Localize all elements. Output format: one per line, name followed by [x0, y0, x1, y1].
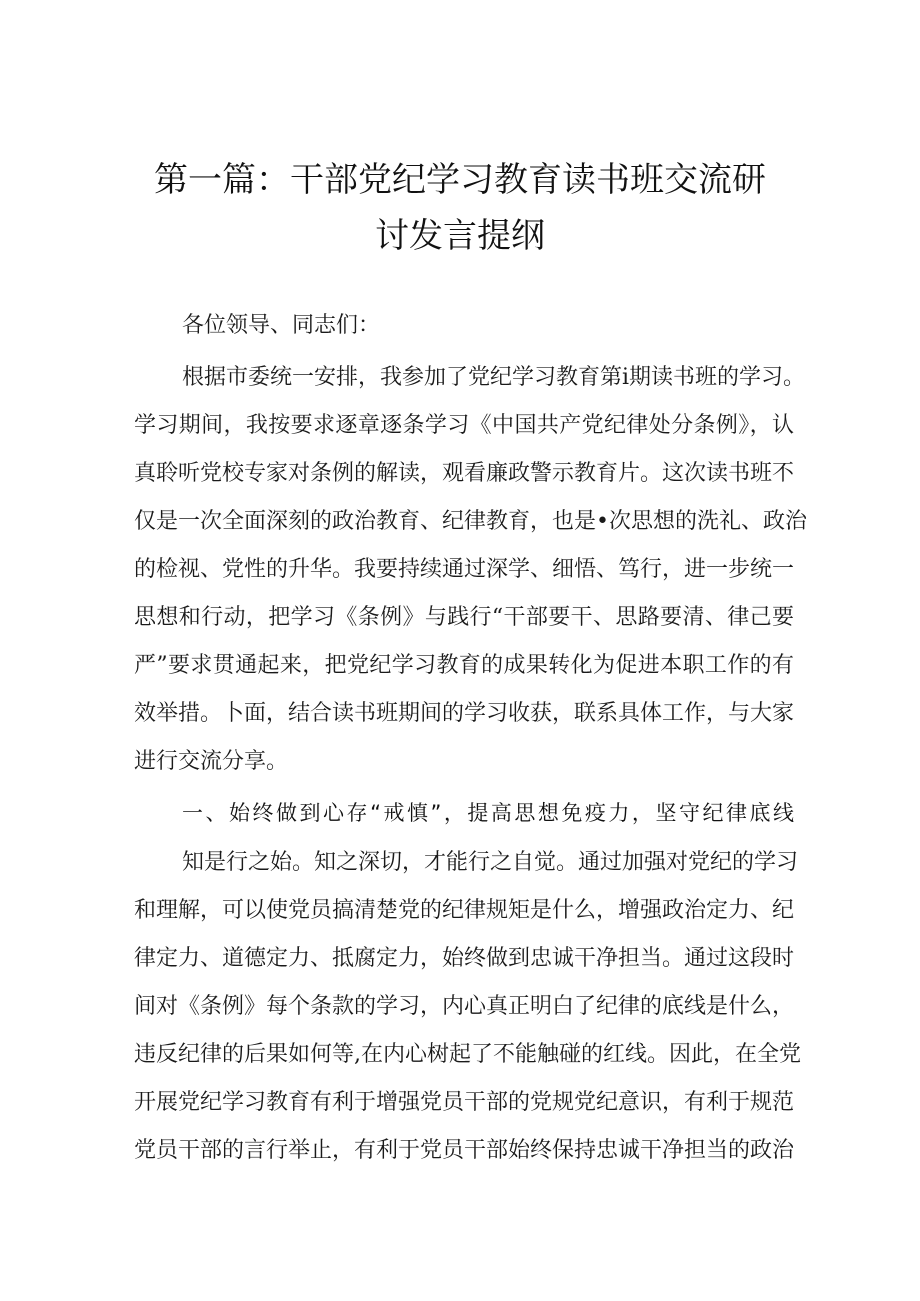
paragraph-1-line: 进行交流分享。	[134, 749, 289, 774]
paragraph-1-line: 真聆听党校专家对条例的解读，观看廉政警示教育片。这次读书班不	[134, 461, 795, 486]
document-title-line-2: 讨发言提纲	[375, 216, 545, 256]
paragraph-2-line: 律定力、道德定力、抵腐定力，始终做到忠诚干净担当。通过这段时	[134, 946, 795, 971]
paragraph-1-line: 学习期间，我按要求逐章逐条学习《中国共产党纪律处分条例》，认	[134, 413, 794, 438]
paragraph-2-line: 知是行之始。知之深切，才能行之自觉。通过加强对党纪的学习	[182, 850, 799, 875]
paragraph-1-line: 效举措。卜面，结合读书班期间的学习收获，联系具体工作，与大家	[134, 701, 795, 726]
paragraph-1-line: 根据市委统一安排，我参加了党纪学习教育第i期读书班的学习。	[182, 365, 806, 390]
paragraph-1-line: 仅是一次全面深刻的政治教育、纪律教育，也是•次思想的洗礼、政治	[134, 509, 807, 534]
paragraph-1-line: 严”要求贯通起来，把党纪学习教育的成果转化为促进本职工作的有	[134, 653, 794, 678]
paragraph-2-line: 开展党纪学习教育有利于增强党员干部的党规党纪意识，有利于规范	[134, 1090, 795, 1115]
paragraph-2-line: 和理解，可以使党员搞清楚党的纪律规矩是什么，增强政治定力、纪	[134, 898, 795, 923]
section-1-heading: 一、始终做到心存“戒慎”，提高思想免疫力，坚守纪律底线	[182, 801, 794, 825]
paragraph-2-line: 党员干部的言行举止，有利于党员干部始终保持忠诚干净担当的政治	[134, 1138, 795, 1163]
paragraph-1-line: 的检视、党性的升华。我要持续通过深学、细悟、笃行，进一步统一	[134, 557, 795, 582]
paragraph-1-line: 思想和行动，把学习《条例》与践行“干部要干、思路要清、律己要	[134, 605, 794, 630]
paragraph-2-line: 违反纪律的后果如何等,在内心树起了不能触碰的红线。因此，在全党	[134, 1042, 801, 1067]
document-title-line-1: 第一篇：干部党纪学习教育读书班交流研	[154, 160, 766, 200]
salutation: 各位领导、同志们：	[182, 313, 381, 338]
paragraph-2-line: 间对《条例》每个条款的学习，内心真正明白了纪律的底线是什么，	[134, 994, 795, 1019]
